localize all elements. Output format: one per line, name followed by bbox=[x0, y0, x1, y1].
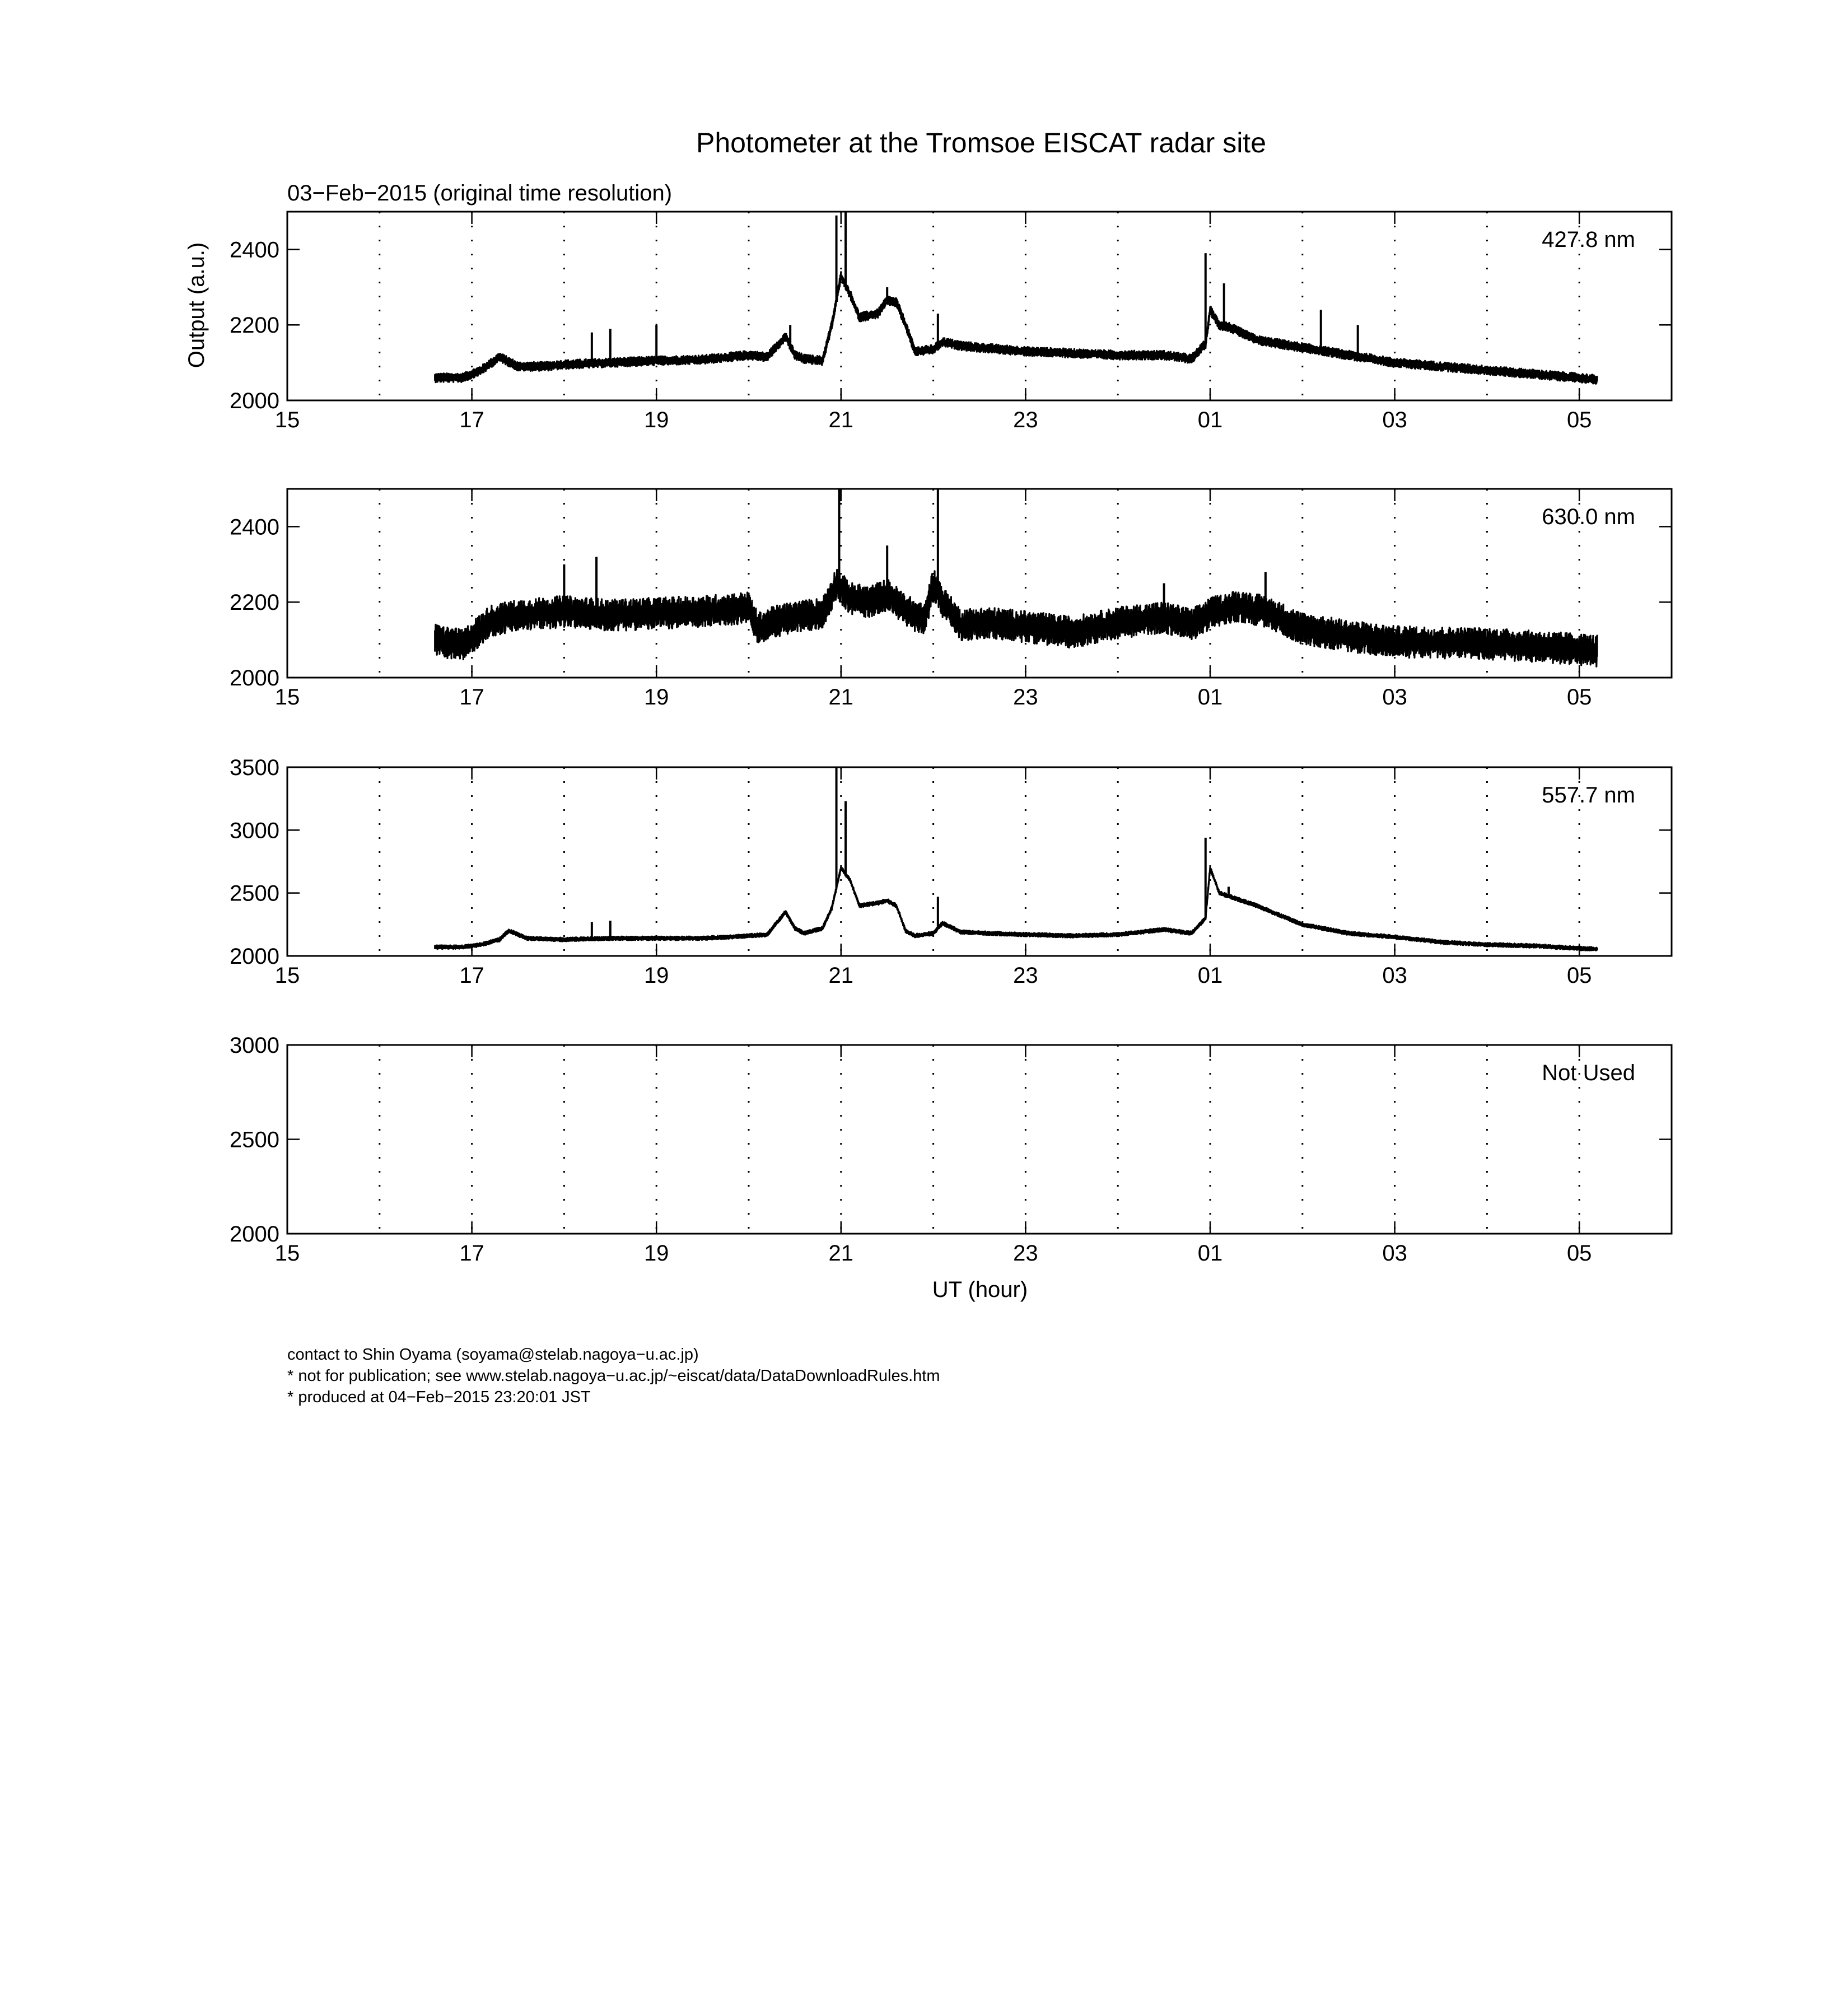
x-tick-label: 01 bbox=[1197, 1241, 1223, 1266]
x-tick-label: 05 bbox=[1566, 685, 1592, 710]
x-tick-label: 23 bbox=[1013, 685, 1038, 710]
panel-label: 630.0 nm bbox=[1542, 505, 1635, 529]
x-tick-label: 19 bbox=[643, 408, 669, 432]
x-tick-label: 03 bbox=[1382, 685, 1407, 710]
y-tick-label: 3000 bbox=[230, 1033, 279, 1058]
x-tick-label: 03 bbox=[1382, 963, 1407, 988]
chart-subtitle: 03−Feb−2015 (original time resolution) bbox=[287, 181, 673, 206]
panel-label: Not Used bbox=[1542, 1061, 1635, 1085]
y-tick-label: 2500 bbox=[230, 881, 279, 906]
x-tick-label: 03 bbox=[1382, 1241, 1407, 1266]
y-tick-label: 2400 bbox=[230, 237, 279, 263]
y-tick-label: 2000 bbox=[230, 666, 279, 690]
axes-box bbox=[287, 767, 1672, 956]
x-tick-label: 23 bbox=[1013, 1241, 1038, 1266]
x-tick-label: 19 bbox=[643, 963, 669, 988]
x-tick-label: 05 bbox=[1566, 1241, 1592, 1266]
x-tick-label: 15 bbox=[274, 1241, 300, 1266]
data-trace bbox=[435, 272, 1597, 384]
panel-1 bbox=[230, 212, 1672, 432]
x-tick-label: 15 bbox=[274, 408, 300, 432]
y-tick-label: 2200 bbox=[230, 313, 279, 338]
footer-contact: contact to Shin Oyama (soyama@stelab.nagoya−u.ac.jp) bbox=[287, 1346, 699, 1364]
x-tick-label: 21 bbox=[828, 963, 854, 988]
x-tick-label: 21 bbox=[828, 1241, 854, 1266]
panels-group bbox=[230, 212, 1672, 1266]
data-trace bbox=[435, 570, 1597, 666]
x-tick-label: 17 bbox=[459, 685, 484, 710]
x-tick-label: 03 bbox=[1382, 408, 1407, 432]
x-tick-label: 21 bbox=[828, 685, 854, 710]
chart-title: Photometer at the Tromsoe EISCAT radar site bbox=[696, 127, 1267, 158]
panel-label: 427.8 nm bbox=[1542, 227, 1635, 252]
x-tick-label: 01 bbox=[1197, 685, 1223, 710]
x-tick-label: 15 bbox=[274, 685, 300, 710]
x-tick-label: 01 bbox=[1197, 408, 1223, 432]
axes-box bbox=[287, 1045, 1672, 1234]
x-axis-label: UT (hour) bbox=[932, 1277, 1028, 1302]
y-tick-label: 2000 bbox=[230, 1222, 279, 1247]
panel-3 bbox=[230, 755, 1672, 988]
x-tick-label: 15 bbox=[274, 963, 300, 988]
x-tick-label: 05 bbox=[1566, 408, 1592, 432]
footer-produced-note: * produced at 04−Feb−2015 23:20:01 JST bbox=[287, 1388, 591, 1406]
x-tick-label: 01 bbox=[1197, 963, 1223, 988]
x-tick-label: 19 bbox=[643, 685, 669, 710]
y-tick-label: 2000 bbox=[230, 389, 279, 413]
x-tick-label: 17 bbox=[459, 1241, 484, 1266]
x-tick-label: 19 bbox=[643, 1241, 669, 1266]
footer-notes bbox=[287, 1344, 940, 1408]
x-tick-label: 23 bbox=[1013, 408, 1038, 432]
y-tick-label: 3500 bbox=[230, 755, 279, 780]
y-tick-label: 2500 bbox=[230, 1127, 279, 1152]
panel-2 bbox=[230, 489, 1672, 710]
x-tick-label: 23 bbox=[1013, 963, 1038, 988]
x-tick-label: 05 bbox=[1566, 963, 1592, 988]
footer-publication-note: * not for publication; see www.stelab.nagoya−u.ac.jp/~eiscat/data/DataDownloadRules.htm bbox=[287, 1367, 940, 1385]
x-tick-label: 17 bbox=[459, 408, 484, 432]
y-tick-label: 2200 bbox=[230, 590, 279, 615]
y-tick-label: 2400 bbox=[230, 515, 279, 540]
panel-label: 557.7 nm bbox=[1542, 783, 1635, 808]
x-tick-label: 17 bbox=[459, 963, 484, 988]
y-tick-label: 3000 bbox=[230, 818, 279, 843]
x-tick-label: 21 bbox=[828, 408, 854, 432]
panel-4 bbox=[230, 1033, 1672, 1266]
y-axis-label: Output (a.u.) bbox=[184, 242, 209, 368]
y-tick-label: 2000 bbox=[230, 944, 279, 969]
